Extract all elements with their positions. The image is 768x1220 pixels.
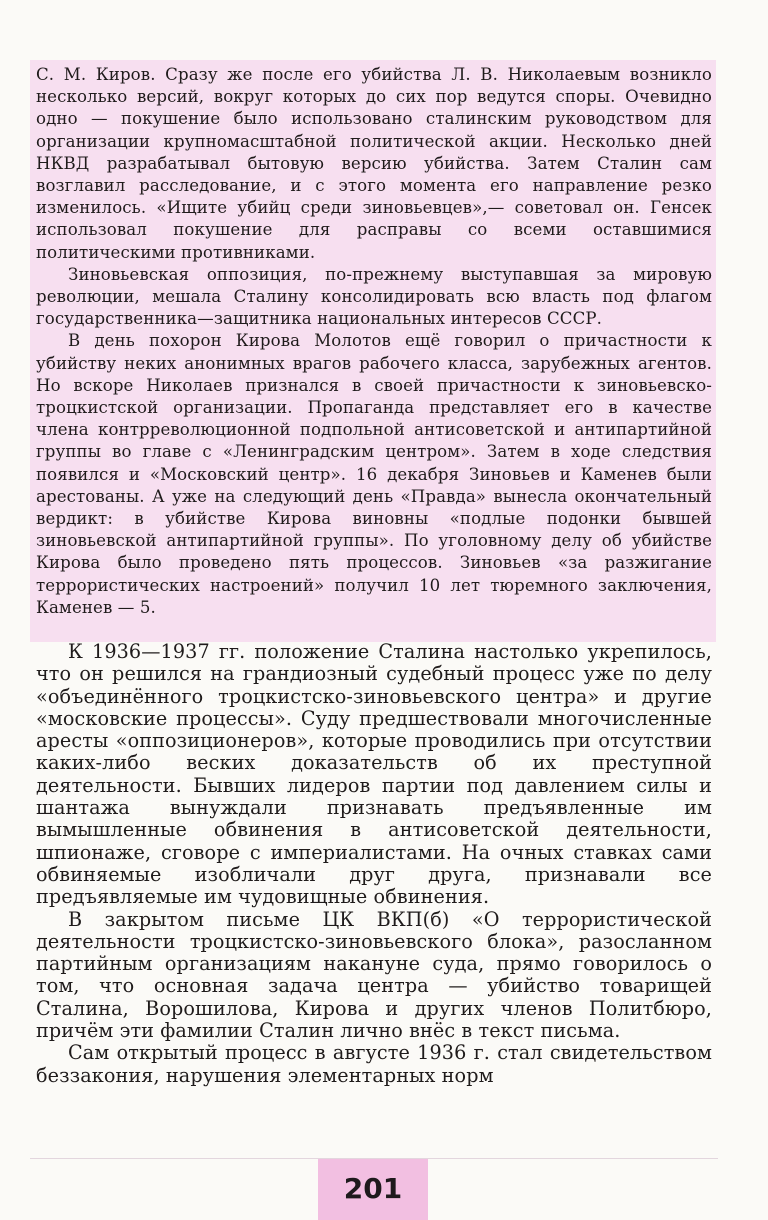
box-paragraph-1: С. М. Киров. Сразу же после его убийства Л. В. Николаевым возникло несколько версий, вокруг которых до сих пор ведутся споры. Очевидно одно — покушение было использовано сталинским руководством для организации крупномасштабной политической акции. Несколько дней НКВД разрабатывал бытовую версию убийства. Затем Сталин сам возглавил расследование, и с этого момента его направление резко изменилось. «Ищите убийц среди зиновьевцев»,— советовал он. Генсек использовал покушение для расправы со всеми оставшимися политическими противниками.: [36, 65, 712, 262]
main-paragraph-1: К 1936—1937 гг. положение Сталина настолько укрепилось, что он решился на грандиозный судебный процесс уже по делу «объединённого троцкистско-зиновьевского центра» и другие «московские процессы». Суду предшествовали многочисленные аресты «оппозиционеров», которые проводились при отсутствии каких-либо веских доказательств об их преступной деятельности. Бывших лидеров партии под давлением силы и шантажа вынуждали признавать предъявленные им вымышленные обвинения в антисоветской деятельности, шпионаже, сговоре с империалистами. На очных ставках сами обвиняемые изобличали друг друга, признавали все предъявляемые им чудовищные обвинения.: [36, 640, 712, 909]
page-number: 201: [343, 1172, 403, 1205]
highlighted-box-text: [36, 64, 712, 619]
box-paragraph-2: Зиновьевская оппозиция, по-прежнему выступавшая за мировую революции, мешала Сталину консолидировать всю власть под флагом государственника—защитника национальных интересов СССР.: [36, 264, 712, 329]
main-text: [36, 641, 712, 1087]
main-paragraph-2: В закрытом письме ЦК ВКП(б) «О террористической деятельности троцкистско-зиновьевского блока», разосланном партийным организациям накануне суда, прямо говорилось о том, что основная задача центра — убийство товарищей Сталина, Ворошилова, Кирова и других членов Политбюро, причём эти фамилии Сталин лично внёс в текст письма.: [36, 907, 712, 1043]
main-paragraph-3: Сам открытый процесс в августе 1936 г. стал свидетельством беззакония, нарушения элементарных норм: [36, 1041, 712, 1087]
box-paragraph-3: В день похорон Кирова Молотов ещё говорил о причастности к убийству неких анонимных врагов рабочего класса, зарубежных агентов. Но вскоре Николаев признался в своей причастности к зиновьевско-троцкистской организации. Пропаганда представляет его в качестве члена контрреволюционной подпольной антисоветской и антипартийной группы во главе с «Ленинградским центром». Затем в ходе следствия появился и «Московский центр». 16 декабря Зиновьев и Каменев были арестованы. А уже на следующий день «Правда» вынесла окончательный вердикт: в убийстве Кирова виновны «подлые подонки бывшей зиновьевской антипартийной группы». По уголовному делу об убийстве Кирова было проведено пять процессов. Зиновьев «за разжигание террористических настроений» получил 10 лет тюремного заключения, Каменев — 5.: [36, 331, 712, 617]
